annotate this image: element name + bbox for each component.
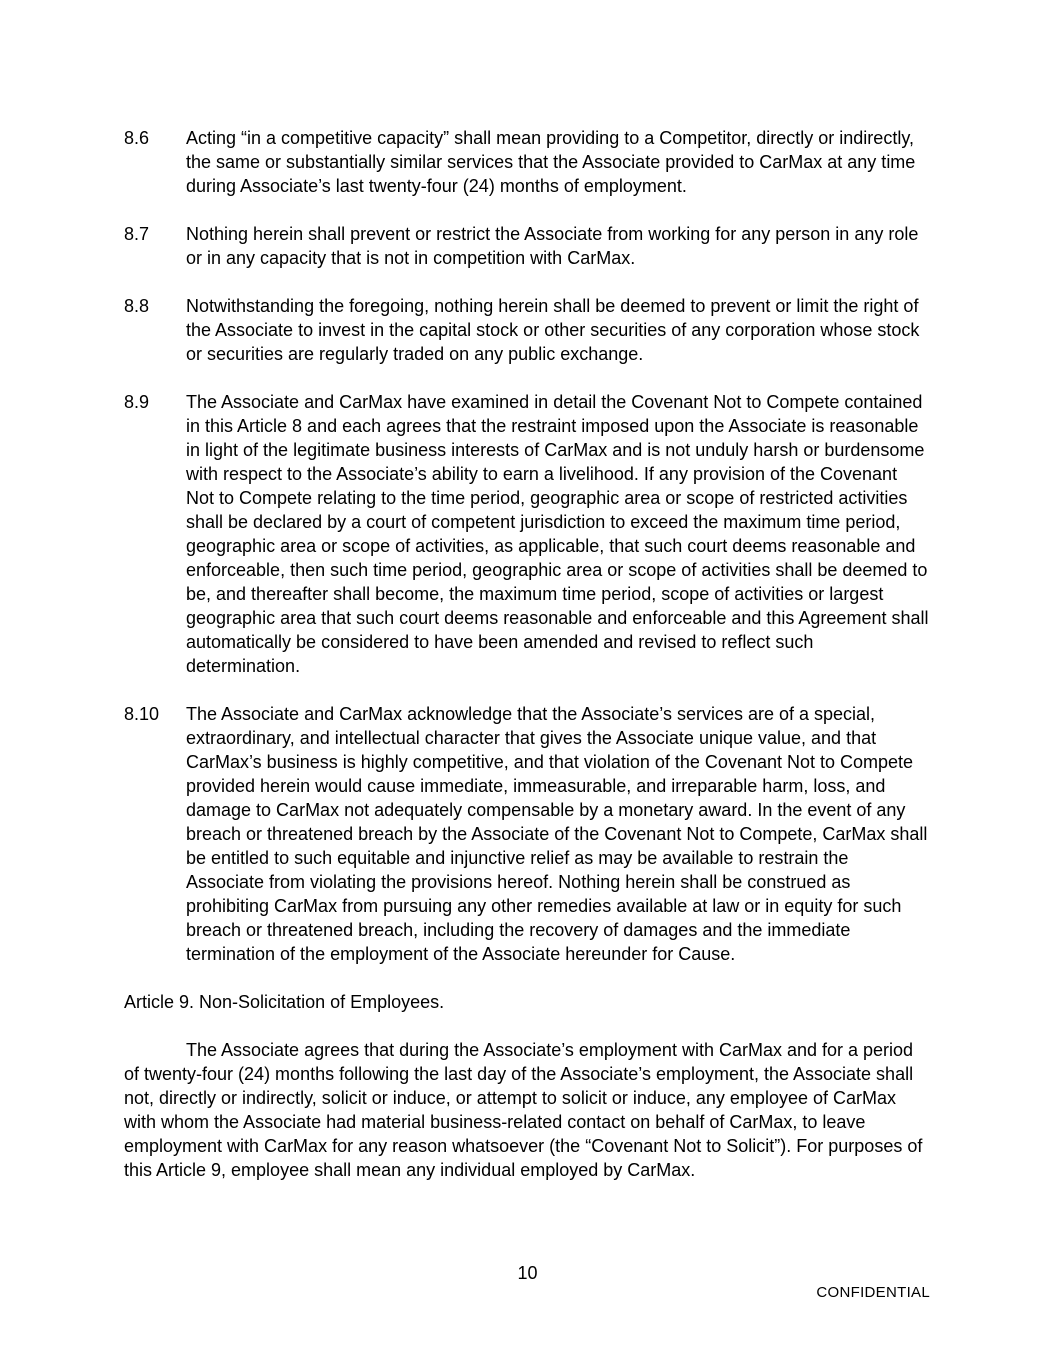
section-text: Acting “in a competitive capacity” shall mean providing to a Competitor, directly or indirectly, the same or substantially similar services that the Associate provided to CarMax at any time during Associate’s last twenty-four (24) months of employment. [186, 128, 916, 196]
article-9-paragraph: The Associate agrees that during the Associate’s employment with CarMax and for a period of twenty-four (24) months following the last day of the Associate’s employment, the Associate shall not, directly or indirectly, solicit or induce, or attempt to solicit or induce, any employee of CarMax with whom the Associate had material business-related contact on behalf of CarMax, to leave employment with CarMax for any reason whatsoever (the “Covenant Not to Solicit”). For purposes of this Article 9, employee shall mean any individual employed by CarMax. [124, 1040, 923, 1180]
section-number: 8.9 [124, 392, 150, 412]
article-9-heading: Article 9. Non-Solicitation of Employees. [124, 992, 445, 1012]
section-number: 8.10 [124, 704, 160, 724]
section-text: Notwithstanding the foregoing, nothing herein shall be deemed to prevent or limit the right of the Associate to invest in the capital stock or other securities of any corporation whose stock or securities are regularly traded on any public exchange. [186, 296, 920, 364]
section-8-10 [124, 702, 929, 966]
section-text: The Associate and CarMax acknowledge that the Associate’s services are of a special, extraordinary, and intellectual character that gives the Associate unique value, and that CarMax’s business is highly competitive, and that violation of the Covenant Not to Compete provided herein would cause immediate, immeasurable, and irreparable harm, loss, and damage to CarMax not adequately compensable by a monetary award. In the event of any breach or threatened breach by the Associate of the Covenant Not to Compete, CarMax shall be entitled to such equitable and injunctive relief as may be available to restrain the Associate from violating the provisions hereof. Nothing herein shall be construed as prohibiting CarMax from pursuing any other remedies available at law or in equity for such breach or threatened breach, including the recovery of damages and the immediate termination of the employment of the Associate hereunder for Cause. [186, 704, 928, 964]
section-text: Nothing herein shall prevent or restrict the Associate from working for any person in any role or in any capacity that is not in competition with CarMax. [186, 224, 919, 268]
section-number: 8.7 [124, 224, 150, 244]
section-number: 8.8 [124, 296, 150, 316]
page-number: 10 [517, 1263, 538, 1283]
document-body [124, 126, 929, 1182]
section-text: The Associate and CarMax have examined in detail the Covenant Not to Compete contained in this Article 8 and each agrees that the restraint imposed upon the Associate is reasonable in light of the legitimate business interests of CarMax and is not unduly harsh or burdensome with respect to the Associate’s ability to earn a livelihood. If any provision of the Covenant Not to Compete relating to the time period, geographic area or scope of restricted activities shall be declared by a court of competent jurisdiction to exceed the maximum time period, geographic area or scope of activities, as applicable, that such court deems reasonable and enforceable, then such time period, geographic area or scope of activities shall be deemed to be, and thereafter shall become, the maximum time period, scope of activities or largest geographic area that such court deems reasonable and enforceable and this Agreement shall automatically be considered to have been amended and revised to reflect such determination. [186, 392, 929, 676]
section-number: 8.6 [124, 128, 150, 148]
section-8-7 [124, 222, 929, 270]
section-8-6 [124, 126, 929, 198]
section-8-8 [124, 294, 929, 366]
confidential-label: CONFIDENTIAL [816, 1284, 930, 1301]
section-8-9 [124, 390, 929, 678]
